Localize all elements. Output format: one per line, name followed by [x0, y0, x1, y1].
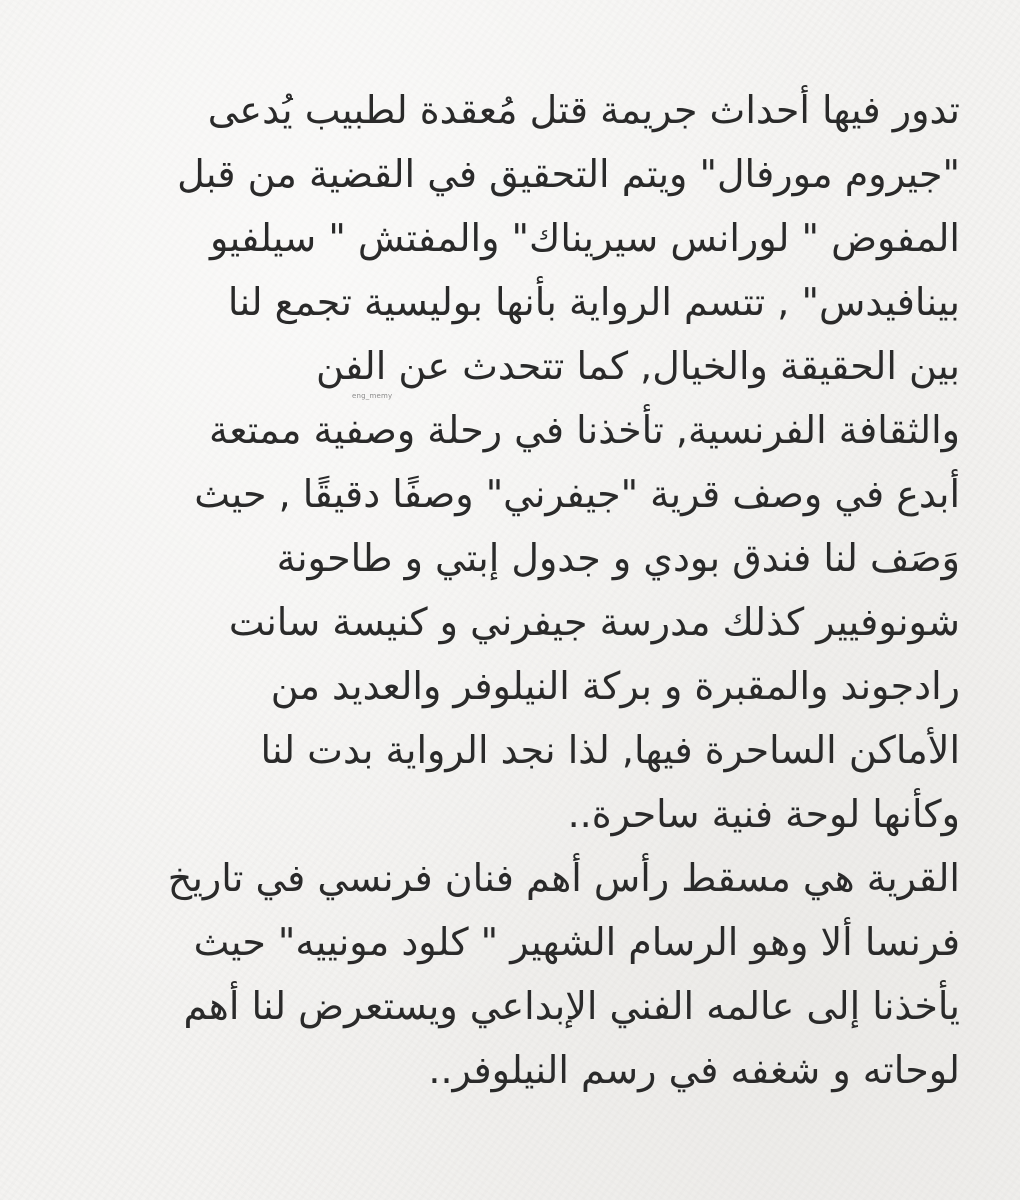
text-line: وَصَف لنا فندق بودي و جدول إبتي و طاحونة — [276, 536, 960, 580]
text-line: بين الحقيقة والخيال, كما تتحدث عن الفن — [316, 344, 960, 388]
text-line: أبدع في وصف قرية "جيفرني" وصفًا دقيقًا , حيث — [194, 472, 960, 516]
review-text — [60, 78, 960, 1102]
text-line: "جيروم مورفال" ويتم التحقيق في القضية من قبل — [177, 152, 960, 196]
watermark-label: eng_memy — [352, 392, 393, 400]
text-line: رادجوند والمقبرة و بركة النيلوفر والعديد من — [270, 664, 960, 708]
text-line: يأخذنا إلى عالمه الفني الإبداعي ويستعرض لنا أهم — [183, 984, 960, 1028]
text-line: لوحاته و شغفه في رسم النيلوفر.. — [428, 1048, 960, 1092]
text-line: المفوض " لورانس سيريناك" والمفتش " سيلفيو — [210, 216, 960, 260]
text-line: وكأنها لوحة فنية ساحرة.. — [567, 792, 960, 836]
text-line: والثقافة الفرنسية, تأخذنا في رحلة وصفية ممتعة — [208, 408, 960, 452]
text-line: القرية هي مسقط رأس أهم فنان فرنسي في تاريخ — [167, 856, 960, 900]
text-line: الأماكن الساحرة فيها, لذا نجد الرواية بدت لنا — [260, 728, 960, 772]
text-line: بينافيدس" , تتسم الرواية بأنها بوليسية تجمع لنا — [227, 280, 960, 324]
text-line: شونوفيير كذلك مدرسة جيفرني و كنيسة سانت — [228, 600, 960, 644]
text-line: تدور فيها أحداث جريمة قتل مُعقدة لطبيب يُدعى — [207, 88, 960, 132]
text-line: فرنسا ألا وهو الرسام الشهير " كلود مونييه" حيث — [193, 920, 960, 964]
